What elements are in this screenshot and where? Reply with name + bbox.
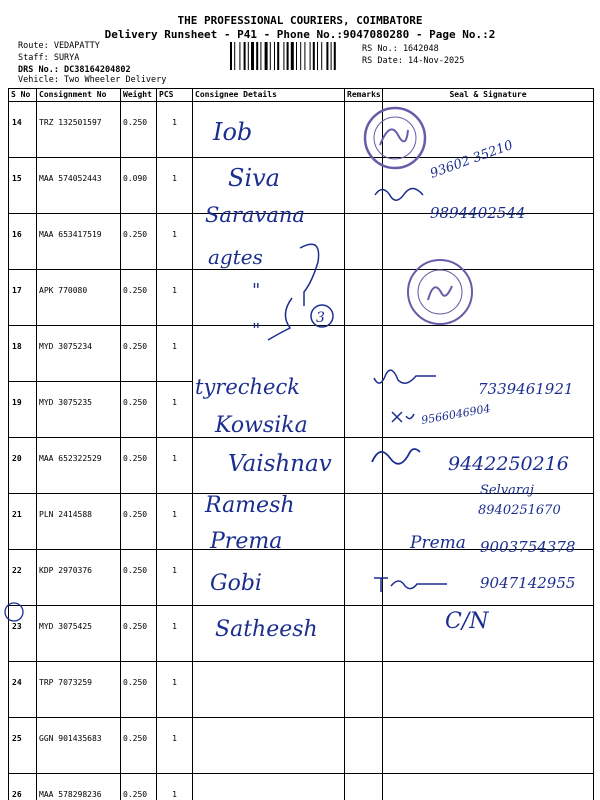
consignee-name-20: tyrecheck [195,375,300,399]
row-pcs: 1 [157,494,193,550]
row-sno: 24 [9,662,37,718]
row-sno: 18 [9,326,37,382]
consignee-name-15: Siva [228,164,280,192]
row-consignment-number: MYD 3075425 [37,606,121,662]
row-consignment-number: MAA 652322529 [37,438,121,494]
row-weight: 0.250 [121,270,157,326]
barcode-bar [334,42,336,70]
signature-name-24: Prema [410,533,466,553]
row-sno: 15 [9,158,37,214]
row-sno: 22 [9,550,37,606]
row-weight: 0.090 [121,158,157,214]
barcode-bar [248,42,249,70]
row-signature-cell [383,550,594,606]
table-row [9,718,594,774]
consignee-name-24: Prema [210,529,283,554]
row-weight: 0.250 [121,326,157,382]
document-title: THE PROFESSIONAL COURIERS, COIMBATORE [177,14,423,27]
consignee-name-16: Saravana [205,203,305,227]
signature-phone-16: 9894402544 [430,204,526,222]
row-pcs: 1 [157,382,193,438]
row-weight: 0.250 [121,718,157,774]
row-signature-cell [383,158,594,214]
barcode-bar [283,42,284,70]
row-sno: 26 [9,774,37,800]
consignee-name-22: Vaishnav [228,451,332,477]
barcode-bar [291,42,294,70]
table-row [9,158,594,214]
row-pcs: 1 [157,214,193,270]
row-consignee-cell [193,606,345,662]
barcode-bar [256,42,258,70]
row-remarks-cell [345,774,383,800]
rs-number: RS No.: 1642048 [362,44,439,54]
row-consignee-cell [193,382,345,438]
barcode-bar [230,42,232,70]
barcode-bar [304,42,305,70]
signature-phone-24: 9003754378 [480,538,576,556]
runsheet-rows [9,102,594,800]
row-signature-cell [383,438,594,494]
row-signature-cell [383,382,594,438]
row-consignee-cell [193,270,345,326]
barcode-bar [274,42,275,70]
consignee-name-26: Satheesh [215,617,318,642]
row-consignment-number: MAA 574052443 [37,158,121,214]
table-row [9,550,594,606]
row-remarks-cell [345,382,383,438]
row-weight: 0.250 [121,606,157,662]
row-signature-cell [383,774,594,800]
consignee-ditto-19: " [252,320,261,341]
row-consignee-cell [193,550,345,606]
circled-count-value: 3 [316,310,325,326]
row-consignment-number: PLN 2414588 [37,494,121,550]
col-header-pcs: PCS [157,89,193,102]
barcode-bar [244,42,246,70]
row-pcs: 1 [157,774,193,800]
row-signature-cell [383,326,594,382]
row-consignee-cell [193,774,345,800]
row-sno: 23 [9,606,37,662]
row-sno: 16 [9,214,37,270]
row-remarks-cell [345,718,383,774]
row-weight: 0.250 [121,774,157,800]
row-signature-cell [383,270,594,326]
table-row [9,662,594,718]
row-remarks-cell [345,102,383,158]
row-remarks-cell [345,326,383,382]
barcode-bar [326,42,328,70]
barcode-bar [300,42,301,70]
barcode-bar [265,42,268,70]
signature-phone-25: 9047142955 [480,574,576,592]
row-weight: 0.250 [121,662,157,718]
consignee-name-23: Ramesh [205,493,295,518]
row-consignment-number: MYD 3075235 [37,382,121,438]
table-row [9,606,594,662]
table-row [9,326,594,382]
row-consignment-number: MAA 653417519 [37,214,121,270]
row-sno: 17 [9,270,37,326]
row-signature-cell [383,214,594,270]
col-header-consignment: Consignment No [37,89,121,102]
table-row [9,438,594,494]
table-row [9,270,594,326]
row-remarks-cell [345,662,383,718]
row-signature-cell [383,662,594,718]
row-consignee-cell [193,326,345,382]
barcode-bar [313,42,315,70]
signature-phone-15: 93602 35210 [428,137,515,182]
row-pcs: 1 [157,550,193,606]
table-row [9,102,594,158]
row-consignment-number: APK 770080 [37,270,121,326]
consignee-name-14: Iob [213,118,253,146]
row-remarks-cell [345,158,383,214]
row-signature-cell [383,718,594,774]
runsheet-table [8,88,594,800]
row-weight: 0.250 [121,102,157,158]
row-remarks-cell [345,550,383,606]
row-consignee-cell [193,438,345,494]
col-header-sno: S No [9,89,37,102]
row-pcs: 1 [157,606,193,662]
barcode-bar [310,42,311,70]
row-pcs: 1 [157,718,193,774]
row-consignee-cell [193,102,345,158]
signature-name-23: Selvaraj [480,483,534,498]
row-signature-cell [383,494,594,550]
barcode-bar [270,42,271,70]
row-weight: 0.250 [121,494,157,550]
row-weight: 0.250 [121,438,157,494]
consignee-name-17: agtes [208,245,263,269]
table-row [9,494,594,550]
row-pcs: 1 [157,102,193,158]
row-weight: 0.250 [121,214,157,270]
table-row [9,774,594,800]
row-pcs: 1 [157,270,193,326]
row-consignee-cell [193,214,345,270]
row-consignment-number: TRZ 132501597 [37,102,121,158]
consignee-ditto-18: " [252,280,261,301]
table-row [9,382,594,438]
row-consignment-number: KDP 2970376 [37,550,121,606]
row-sno: 19 [9,382,37,438]
row-remarks-cell [345,214,383,270]
barcode-image [230,42,356,70]
staff-label: Staff: SURYA [18,53,80,63]
row-consignment-number: MYD 3075234 [37,326,121,382]
row-weight: 0.250 [121,550,157,606]
barcode-bar [277,42,279,70]
rs-date: RS Date: 14-Nov-2025 [362,56,465,66]
row-signature-cell [383,102,594,158]
col-header-weight: Weight [121,89,157,102]
consignee-name-25: Gobi [210,571,262,596]
row-consignee-cell [193,494,345,550]
signature-phone-20: 7339461921 [478,380,574,398]
row-remarks-cell [345,494,383,550]
barcode-bar [251,42,254,70]
row-weight: 0.250 [121,382,157,438]
signature-phone-21: 9566046904 [420,401,492,427]
document-subtitle: Delivery Runsheet - P41 - Phone No.:9047080280 - Page No.:2 [104,28,496,41]
row-sno: 14 [9,102,37,158]
row-consignee-cell [193,662,345,718]
row-consignment-number: MAA 578298236 [37,774,121,800]
row-pcs: 1 [157,438,193,494]
row-sno: 25 [9,718,37,774]
barcode-bar [317,42,318,70]
col-header-signature: Seal & Signature [383,89,594,102]
signature-phone-22: 9442250216 [448,453,569,475]
barcode-bar [296,42,297,70]
table-row [9,214,594,270]
row-sno: 20 [9,438,37,494]
row-consignment-number: TRP 7073259 [37,662,121,718]
row-remarks-cell [345,438,383,494]
row-pcs: 1 [157,326,193,382]
row-pcs: 1 [157,158,193,214]
row-remarks-cell [345,606,383,662]
row-consignee-cell [193,158,345,214]
barcode-bar [321,42,322,70]
consignee-name-21: Kowsika [215,413,308,438]
barcode-bar [260,42,261,70]
signature-note-26: C/N [445,609,489,634]
col-header-consignee: Consignee Details [193,89,345,102]
row-sno: 21 [9,494,37,550]
col-header-remarks: Remarks [345,89,383,102]
row-remarks-cell [345,270,383,326]
row-signature-cell [383,606,594,662]
row-consignee-cell [193,718,345,774]
row-pcs: 1 [157,662,193,718]
vehicle-label: Vehicle: Two Wheeler Delivery [18,75,167,85]
barcode-bar [234,42,235,70]
barcode-bar [239,42,240,70]
signature-phone-23: 8940251670 [478,503,561,518]
barcode-bar [331,42,332,70]
row-consignment-number: GGN 901435683 [37,718,121,774]
barcode-bar [287,42,289,70]
route-label: Route: VEDAPATTY [18,41,100,51]
drs-number: DRS No.: DC38164204802 [18,65,131,75]
